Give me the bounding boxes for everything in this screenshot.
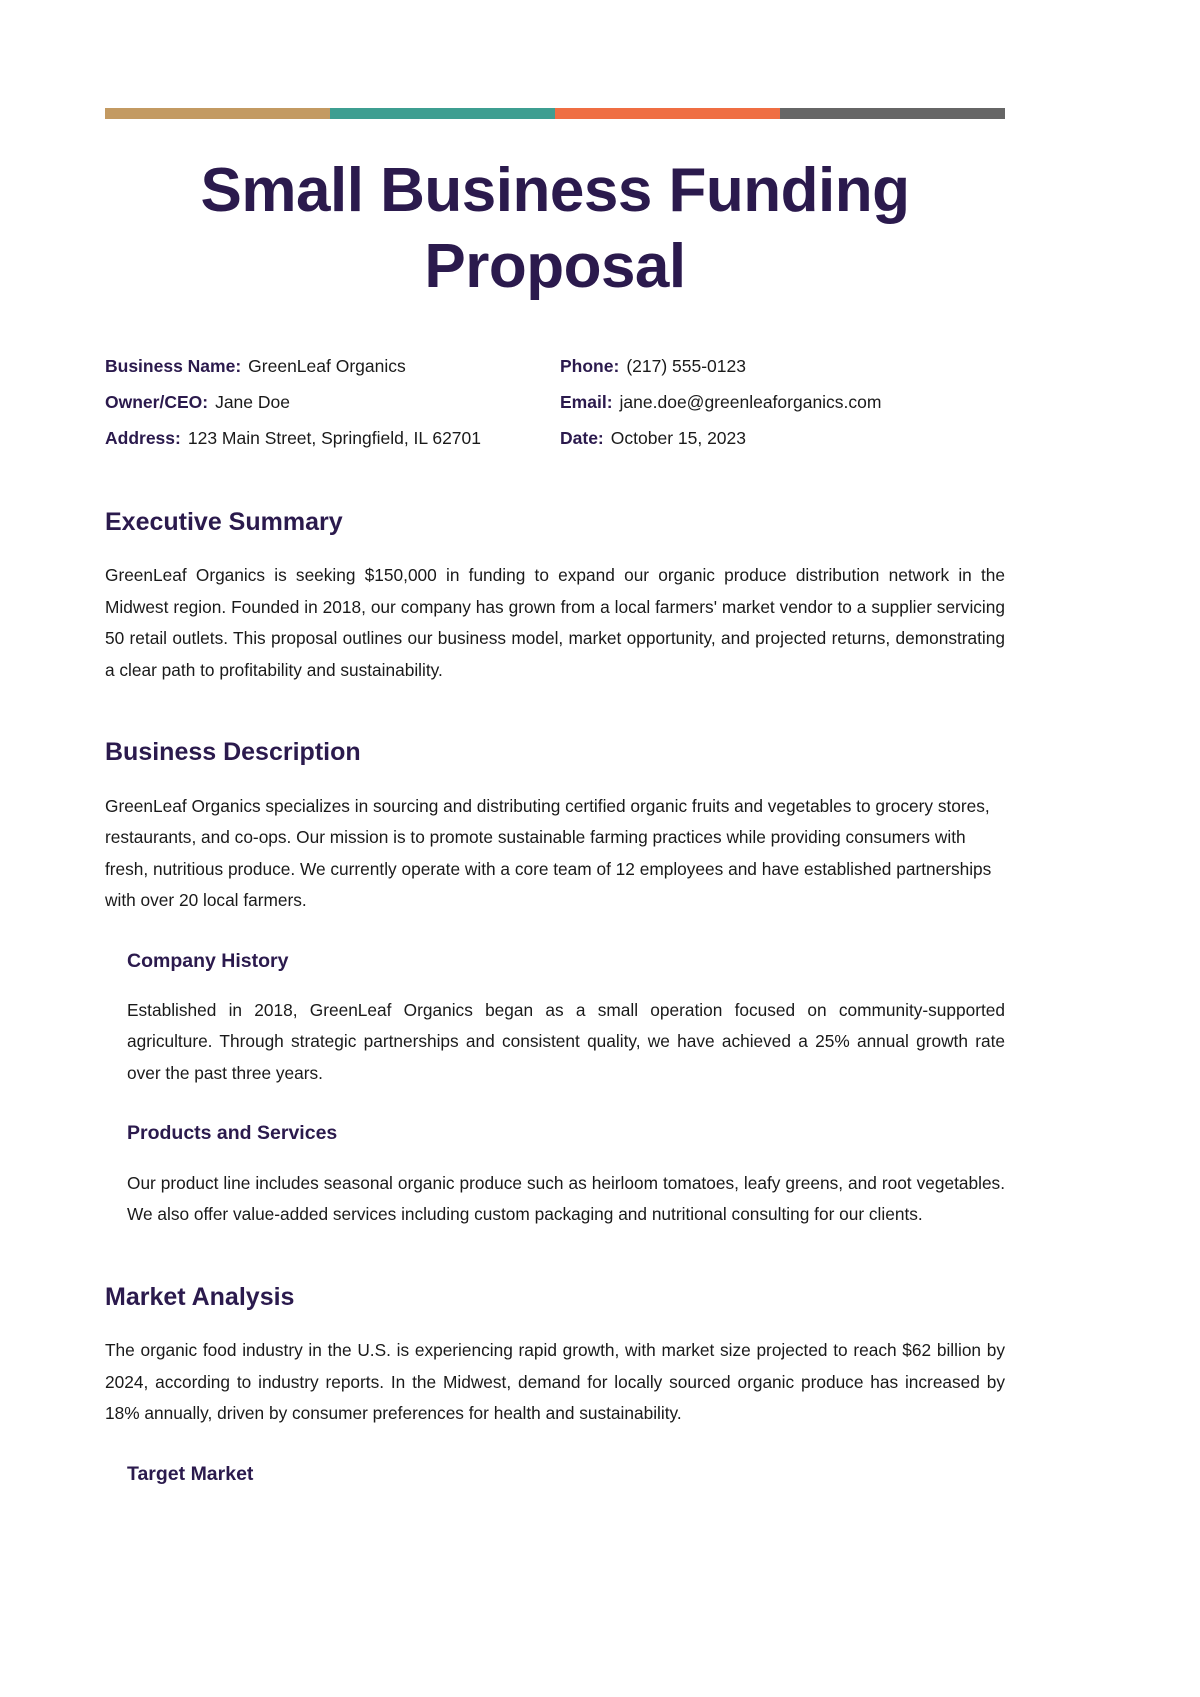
document-content	[105, 0, 1005, 1487]
meta-label-business-name: Business Name:	[105, 355, 242, 376]
subsection-heading-target-market: Target Market	[127, 1462, 254, 1485]
color-bar-segment-orange	[555, 108, 780, 119]
meta-row-email	[560, 384, 1005, 420]
meta-value-date: October 15, 2023	[610, 427, 746, 448]
meta-row-phone	[560, 348, 1005, 384]
meta-label-date: Date:	[560, 427, 604, 448]
header-color-bar	[105, 108, 1005, 119]
color-bar-segment-gray	[780, 108, 1005, 119]
color-bar-segment-teal	[330, 108, 555, 119]
section-heading-market-analysis: Market Analysis	[105, 1282, 295, 1311]
meta-value-owner-ceo: Jane Doe	[215, 391, 290, 412]
meta-value-email: jane.doe@greenleaforganics.com	[619, 391, 882, 412]
meta-label-owner-ceo: Owner/CEO:	[105, 391, 209, 412]
section-paragraph-business-description: GreenLeaf Organics specializes in sourcing and distributing certified organic fruits and vegetables to grocery stores, restaurants, and co-ops. Our mission is to promote sustainable farming practices while providing consumers with fresh, nutritious produce. We currently operate with a core team of 12 employees and have established partnerships with over 20 local farmers.	[105, 795, 992, 910]
section-heading-business-description: Business Description	[105, 738, 361, 766]
section-paragraph-executive-summary: GreenLeaf Organics is seeking $150,000 in funding to expand our organic produce distribution network in the Midwest region. Founded in 2018, our company has grown from a local farmers' market vendor to a supplier servicing 50 retail outlets. This proposal outlines our business model, market opportunity, and projected returns, demonstrating a clear path to profitability and sustainability.	[105, 565, 1005, 680]
meta-value-phone: (217) 555-0123	[626, 355, 746, 376]
contact-info-left-column	[105, 348, 555, 456]
contact-info-right-column	[555, 348, 1005, 456]
section-heading-executive-summary: Executive Summary	[105, 507, 343, 536]
contact-info-block	[105, 348, 1005, 456]
meta-label-email: Email:	[560, 391, 613, 412]
meta-row-business-name	[105, 348, 555, 384]
meta-value-address: 123 Main Street, Springfield, IL 62701	[187, 427, 482, 448]
subsection-paragraph-company-history: Established in 2018, GreenLeaf Organics began as a small operation focused on community-supported agriculture. Through strategic partnerships and consistent quality, we have achieved a 25% annual growth rate over the past three years.	[127, 999, 1005, 1083]
meta-label-phone: Phone:	[560, 355, 620, 376]
subsection-paragraph-products-and-services: Our product line includes seasonal organic produce such as heirloom tomatoes, leafy greens, and root vegetables. We also offer value-added services including custom packaging and nutritional consulting for our clients.	[127, 1172, 1005, 1225]
subsection-heading-products-and-services: Products and Services	[127, 1122, 338, 1145]
subsection-heading-company-history: Company History	[127, 949, 289, 972]
meta-label-address: Address:	[105, 427, 181, 448]
color-bar-segment-tan	[105, 108, 330, 119]
meta-value-business-name: GreenLeaf Organics	[248, 355, 406, 376]
page-title: Small Business Funding Proposal	[200, 156, 910, 302]
meta-row-date	[560, 420, 1005, 456]
meta-row-address	[105, 420, 555, 456]
section-paragraph-market-analysis: The organic food industry in the U.S. is experiencing rapid growth, with market size projected to reach $62 billion by 2024, according to industry reports. In the Midwest, demand for locally sourced organic produce has increased by 18% annually, driven by consumer preferences for health and sustainability.	[105, 1340, 1005, 1424]
meta-row-owner-ceo	[105, 384, 555, 420]
